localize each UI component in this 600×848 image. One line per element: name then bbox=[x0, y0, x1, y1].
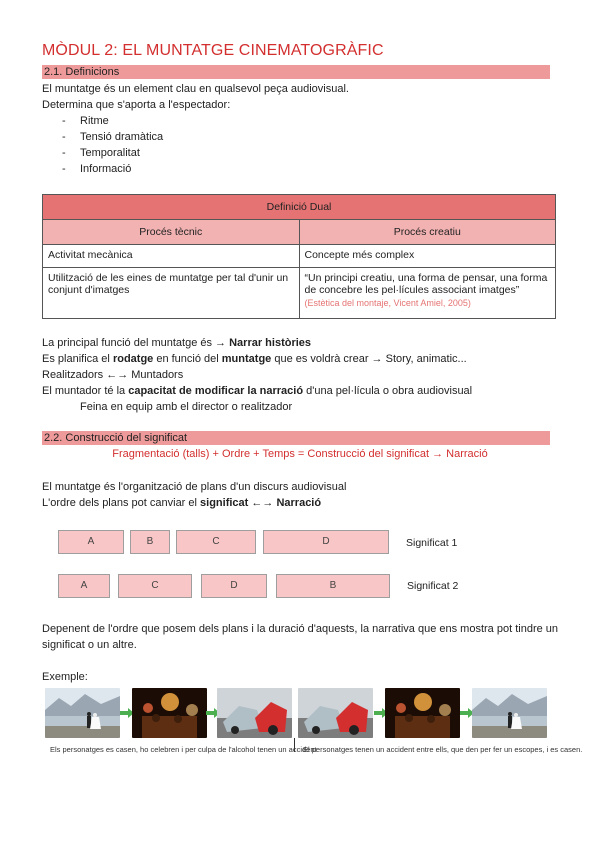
segment-a: A bbox=[58, 530, 124, 554]
caption-right: El personatges tenen un accident entre ells, que den per fer un escopes, i es casen. bbox=[303, 745, 583, 754]
intro-line-2: Determina que s'aporta a l'espectador: bbox=[42, 99, 231, 111]
segment-c: C bbox=[118, 574, 192, 598]
sequence-label-1: Significat 1 bbox=[406, 537, 458, 549]
segment-b: B bbox=[276, 574, 390, 598]
table-cell: Activitat mecànica bbox=[43, 245, 300, 268]
table-cell: Utilització de les eines de muntatge per tal d'unir un conjunt d'imatges bbox=[43, 268, 300, 319]
construct-line-1: El muntatge és l'organització de plans d'un discurs audiovisual bbox=[42, 481, 347, 493]
depends-line-2: significat o un altre. bbox=[42, 639, 137, 651]
section-heading-definicions: 2.1. Definicions bbox=[42, 65, 550, 79]
wedding-photo bbox=[472, 688, 547, 738]
para-line-3: Realitzadors ←→ Muntadors bbox=[42, 369, 184, 381]
quote-citation: (Estètica del montaje, Vicent Amiel, 2005) bbox=[304, 298, 471, 308]
table-col-header-technical: Procés tècnic bbox=[43, 220, 300, 245]
segment-b: B bbox=[130, 530, 170, 554]
para-line-2: Es planifica el rodatge en funció del muntatge que es voldrà crear → Story, animatic... bbox=[42, 353, 467, 365]
bullet-item: - Temporalitat bbox=[62, 147, 140, 159]
segment-a: A bbox=[58, 574, 110, 598]
sequence-label-2: Significat 2 bbox=[407, 580, 459, 592]
accident-photo bbox=[298, 688, 373, 738]
caption-left: Els personatges es casen, ho celebren i per culpa de l'alcohol tenen un accident bbox=[50, 745, 317, 754]
example-label: Exemple: bbox=[42, 671, 88, 683]
quote-text: “Un principi creatiu, una forma de pensar, una forma de concebre les pel·lícules associant imatges” bbox=[304, 272, 548, 296]
formula-line: Fragmentació (talls) + Ordre + Temps = Construcció del significat → Narració bbox=[112, 448, 488, 460]
para-line-4: El muntador té la capacitat de modificar la narració d'una pel·lícula o obra audiovisual bbox=[42, 385, 473, 397]
definition-table bbox=[42, 194, 556, 319]
party-photo bbox=[132, 688, 207, 738]
bullet-text: Informació bbox=[80, 163, 132, 175]
construct-line-2: L'ordre dels plans pot canviar el significat ←→ Narració bbox=[42, 497, 322, 509]
depends-line-1: Depenent de l'ordre que posem dels plans i la duració d'aquests, la narrativa que ens mostra pot tindre un bbox=[42, 623, 559, 635]
accident-photo bbox=[217, 688, 292, 738]
para-line-5: Feina en equip amb el director o realitzador bbox=[80, 401, 293, 413]
bullet-text: Tensió dramàtica bbox=[80, 131, 164, 143]
table-cell: Concepte més complex bbox=[299, 245, 556, 268]
table-cell-quote bbox=[299, 268, 556, 319]
segment-d: D bbox=[263, 530, 389, 554]
page-title: MÒDUL 2: EL MUNTATGE CINEMATOGRÀFIC bbox=[42, 42, 384, 59]
bullet-text: Temporalitat bbox=[80, 147, 140, 159]
table-header: Definició Dual bbox=[43, 195, 556, 220]
bullet-item: - Informació bbox=[62, 163, 132, 175]
bullet-item: - Ritme bbox=[62, 115, 109, 127]
segment-c: C bbox=[176, 530, 256, 554]
bullet-item: - Tensió dramàtica bbox=[62, 131, 164, 143]
bullet-text: Ritme bbox=[80, 115, 109, 127]
intro-line-1: El muntatge és un element clau en qualsevol peça audiovisual. bbox=[42, 83, 349, 95]
segment-d: D bbox=[201, 574, 267, 598]
section-heading-construccio: 2.2. Construcció del significat bbox=[42, 431, 550, 445]
para-line-1: La principal funció del muntatge és → Narrar històries bbox=[42, 337, 312, 349]
wedding-photo bbox=[45, 688, 120, 738]
party-photo bbox=[385, 688, 460, 738]
table-col-header-creative: Procés creatiu bbox=[299, 220, 556, 245]
